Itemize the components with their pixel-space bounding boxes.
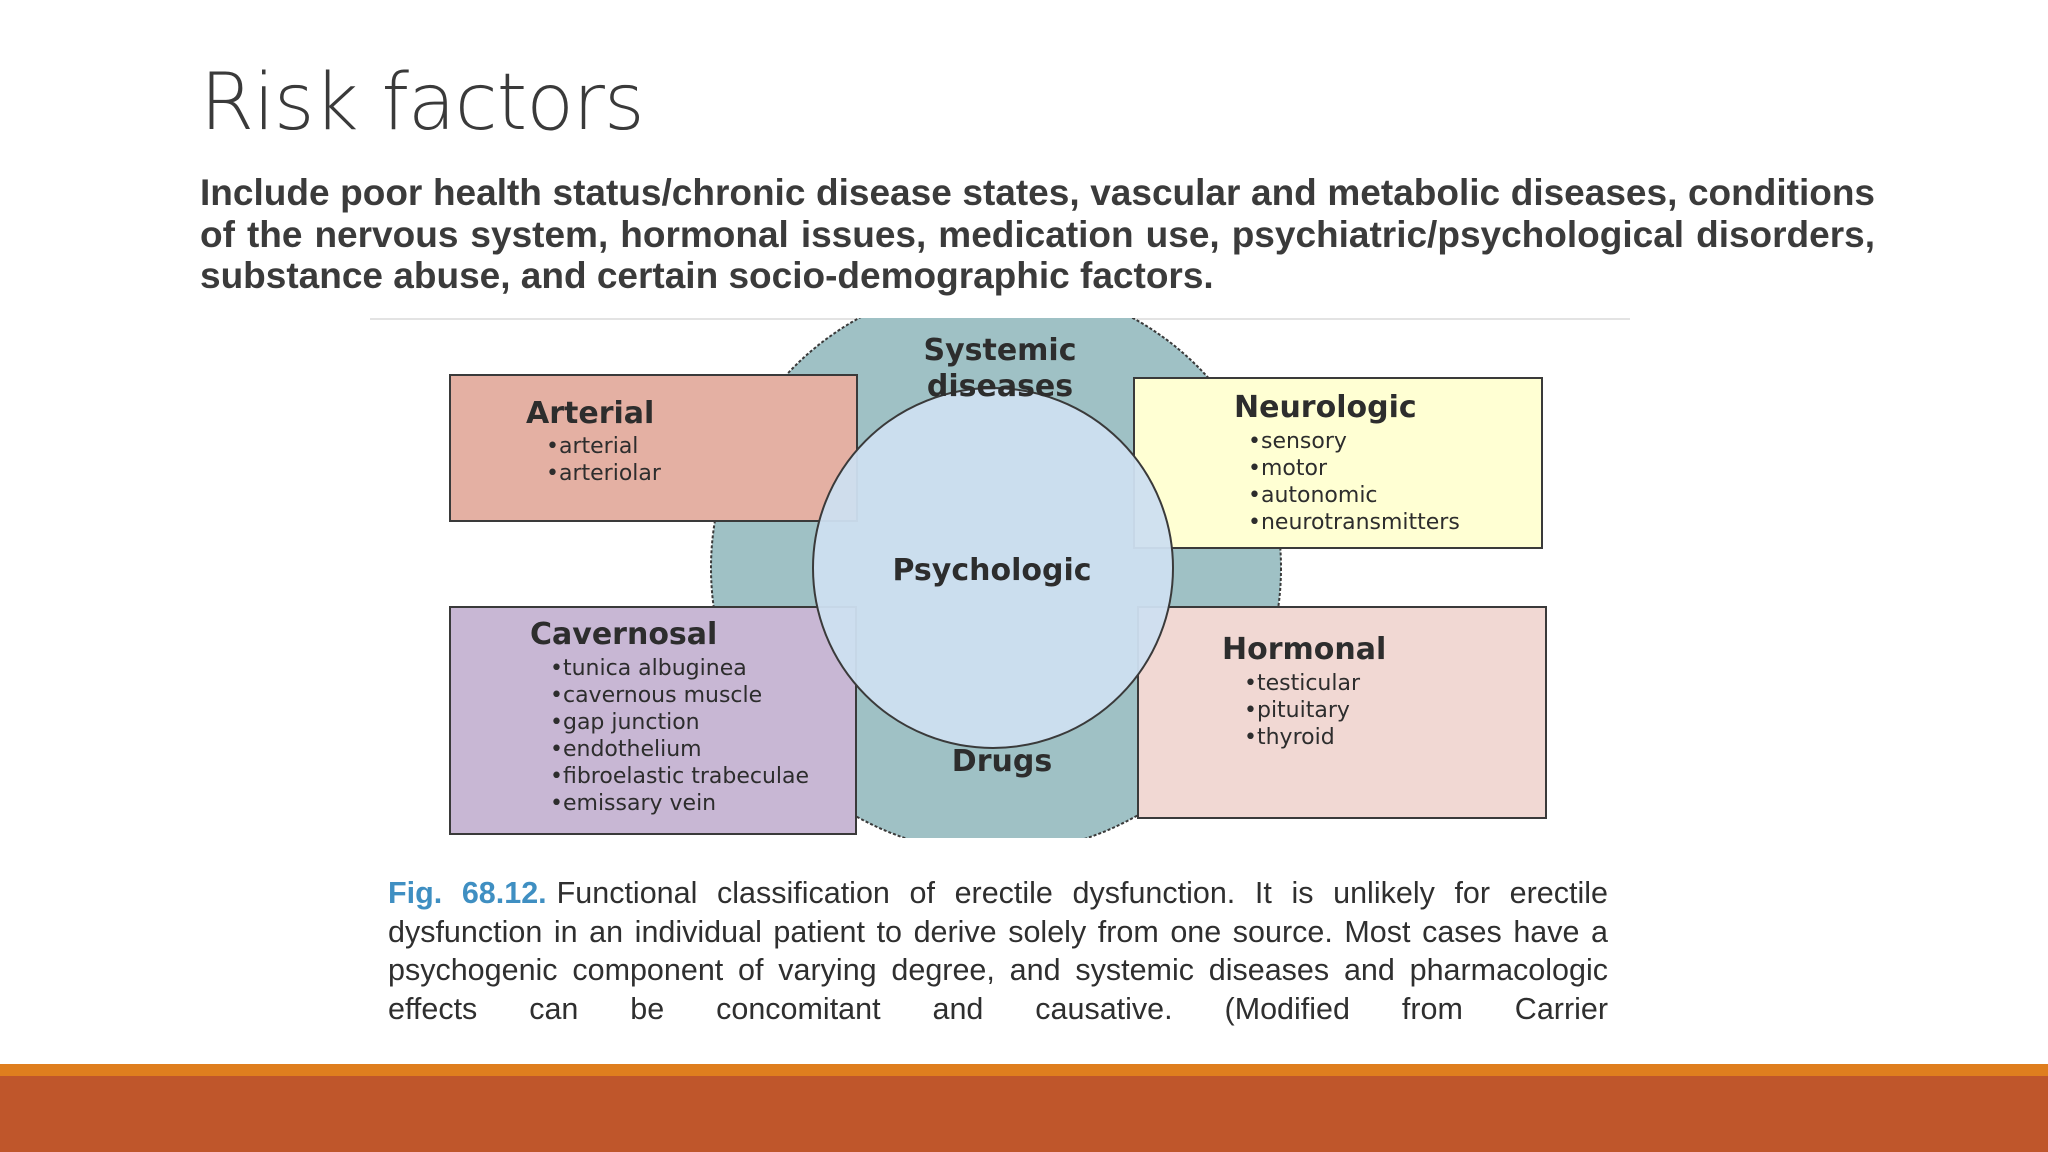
figure-diagram [440,318,1560,838]
neurologic-title: Neurologic [1234,390,1417,425]
footer-band [0,1076,2048,1152]
arterial-item: •arteriolar [546,461,661,486]
hormonal-item: •thyroid [1244,725,1335,750]
neurologic-item: •autonomic [1248,483,1378,508]
hormonal-item: •testicular [1244,671,1361,696]
figure-caption [388,874,1608,1028]
cavernosal-item: •cavernous muscle [550,683,763,708]
arterial-title: Arterial [526,396,655,431]
cavernosal-item: •emissary vein [550,791,717,816]
footer-accent-stripe [0,1064,2048,1076]
ring-top-label-line2: diseases [926,369,1074,404]
cavernosal-item: •endothelium [550,737,702,762]
cavernosal-item: •fibroelastic trabeculae [550,764,810,789]
hormonal-item: •pituitary [1244,698,1350,723]
ring-bottom-label: Drugs [951,744,1053,779]
neurologic-item: •neurotransmitters [1248,510,1460,535]
cavernosal-item: •tunica albuginea [550,656,747,681]
figure-caption-label: Fig. 68.12. [388,876,547,910]
figure-caption-text: Functional classification of erectile dysfunction. It is unlikely for erectile dysfunction in an individual patient to derive solely from one source. Most cases have a psychogenic component of varying degree, and systemic diseases and pharmacologic effects can be concomitant and causative. (Modified from Carrier [388,876,1609,1026]
diagram-svg [440,318,1560,838]
hormonal-title: Hormonal [1222,632,1387,667]
cavernosal-title: Cavernosal [530,617,718,652]
neurologic-item: •motor [1248,456,1327,481]
slide-body-text: Include poor health status/chronic disease states, vascular and metabolic diseases, conditions of the nervous system, hormonal issues, medication use, psychiatric/psychological disorders, substance abuse, and certain socio-demographic factors. [200,172,1875,296]
neurologic-item: •sensory [1248,429,1347,454]
center-label: Psychologic [892,553,1092,588]
cavernosal-item: •gap junction [550,710,700,735]
arterial-item: •arterial [546,434,639,459]
slide-title: Risk factors [200,58,644,148]
ring-top-label-line1: Systemic [923,333,1077,368]
